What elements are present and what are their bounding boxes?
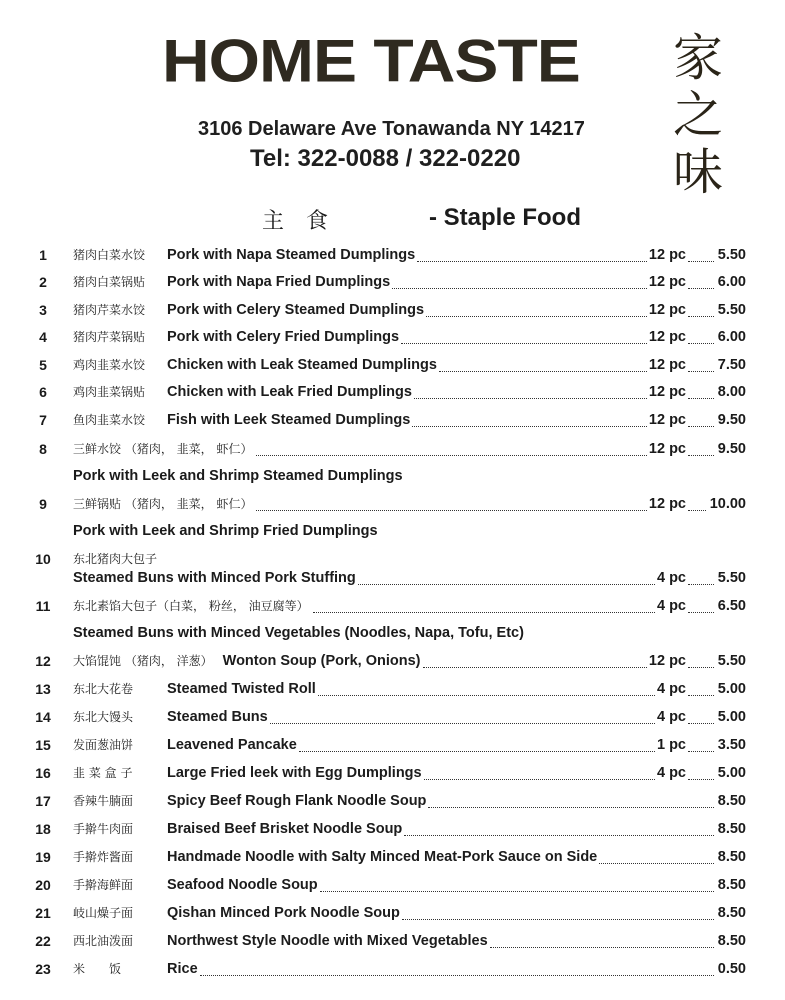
dot-leader xyxy=(688,331,714,344)
menu-item-subline xyxy=(0,520,785,542)
item-name-en: Pork with Napa Fried Dumplings xyxy=(167,274,391,290)
item-name-en: Wonton Soup (Pork, Onions) xyxy=(222,653,421,669)
menu-item-row xyxy=(0,762,785,784)
item-name-en: Leavened Pancake xyxy=(167,737,297,753)
item-quantity: 4 pc xyxy=(656,598,686,614)
item-name-cn: 手擀牛肉面 xyxy=(73,822,134,836)
menu-item-row xyxy=(0,902,785,924)
item-name-cn: 猪肉芹菜水饺 xyxy=(73,303,146,317)
menu-item-row xyxy=(0,846,785,868)
item-number: 3 xyxy=(39,302,47,318)
dot-leader xyxy=(426,304,647,317)
item-number: 11 xyxy=(35,598,51,614)
item-price: 5.00 xyxy=(717,681,746,697)
item-number: 6 xyxy=(39,384,47,400)
item-price: 6.00 xyxy=(717,329,746,345)
dot-leader xyxy=(401,331,647,344)
dot-leader xyxy=(270,711,655,724)
menu-item-row xyxy=(0,958,785,980)
item-quantity: 4 pc xyxy=(656,681,686,697)
item-price: 6.00 xyxy=(717,274,746,290)
item-price: 5.50 xyxy=(717,570,746,586)
item-number: 8 xyxy=(39,441,47,457)
item-quantity: 12 pc xyxy=(648,357,686,373)
dot-leader xyxy=(688,498,706,511)
item-number: 14 xyxy=(35,709,51,725)
address: 3106 Delaware Ave Tonawanda NY 14217 xyxy=(198,118,585,140)
dot-leader xyxy=(688,655,714,668)
item-name-cn: 西北油泼面 xyxy=(73,934,134,948)
item-price: 6.50 xyxy=(717,598,746,614)
item-number: 10 xyxy=(35,551,51,567)
dot-leader xyxy=(423,655,647,668)
menu-item-row xyxy=(0,818,785,840)
item-name-cn: 鸡肉韭菜锅贴 xyxy=(73,385,146,399)
menu-item-row xyxy=(0,438,785,460)
dot-leader xyxy=(688,683,714,696)
item-name-en: Steamed Buns with Minced Pork Stuffing xyxy=(73,570,356,586)
item-name-en: Braised Beef Brisket Noodle Soup xyxy=(167,821,403,837)
dot-leader xyxy=(256,498,646,511)
dot-leader xyxy=(688,276,714,289)
item-price: 5.50 xyxy=(717,653,746,669)
dot-leader xyxy=(439,359,647,372)
item-number: 7 xyxy=(39,412,47,428)
dot-leader xyxy=(200,963,714,976)
item-name-cn: 猪肉白菜水饺 xyxy=(73,248,146,262)
item-name-en: Seafood Noodle Soup xyxy=(167,877,318,893)
item-name-en: Pork with Celery Fried Dumplings xyxy=(167,329,400,345)
menu-item-row xyxy=(0,874,785,896)
item-number: 18 xyxy=(35,821,51,837)
dot-leader xyxy=(688,359,714,372)
item-quantity: 1 pc xyxy=(656,737,686,753)
dot-leader xyxy=(599,851,714,864)
item-number: 19 xyxy=(35,849,51,865)
item-name-en: Steamed Buns with Minced Vegetables (Noodles, Napa, Tofu, Etc) xyxy=(73,625,524,641)
menu-item-row xyxy=(0,493,785,515)
logo-char: 家 xyxy=(673,29,723,87)
menu-item-subline xyxy=(0,465,785,487)
item-price: 9.50 xyxy=(717,441,746,457)
item-quantity: 4 pc xyxy=(656,709,686,725)
item-number: 2 xyxy=(39,274,47,290)
item-quantity: 4 pc xyxy=(656,570,686,586)
item-quantity: 4 pc xyxy=(656,765,686,781)
dot-leader xyxy=(688,739,714,752)
logo-char: 味 xyxy=(673,143,723,201)
dot-leader xyxy=(299,739,655,752)
menu-item-row xyxy=(0,326,785,348)
menu-item-row xyxy=(0,271,785,293)
item-price: 7.50 xyxy=(717,357,746,373)
item-name-cn: 三鲜水饺 （猪肉， 韭菜， 虾仁） xyxy=(73,442,253,456)
dot-leader xyxy=(313,600,655,613)
item-number: 16 xyxy=(35,765,51,781)
item-price: 3.50 xyxy=(717,737,746,753)
menu-item-row xyxy=(0,706,785,728)
item-price: 5.00 xyxy=(717,765,746,781)
dot-leader xyxy=(402,907,714,920)
item-number: 21 xyxy=(35,905,51,921)
item-name-en: Northwest Style Noodle with Mixed Vegetables xyxy=(167,933,488,949)
dot-leader xyxy=(256,443,646,456)
item-price: 8.00 xyxy=(717,384,746,400)
menu-item-row xyxy=(0,595,785,617)
menu-item-row xyxy=(0,930,785,952)
item-name-en: Chicken with Leak Fried Dumplings xyxy=(167,384,412,400)
item-name-en: Pork with Celery Steamed Dumplings xyxy=(167,302,425,318)
item-quantity: 12 pc xyxy=(648,247,686,263)
item-quantity: 12 pc xyxy=(648,274,686,290)
dot-leader xyxy=(428,795,713,808)
item-number: 22 xyxy=(35,933,51,949)
item-name-cn: 鸡肉韭菜水饺 xyxy=(73,358,146,372)
dot-leader xyxy=(358,572,655,585)
item-price: 5.50 xyxy=(717,302,746,318)
item-name-cn: 岐山燥子面 xyxy=(73,906,134,920)
item-quantity: 12 pc xyxy=(648,441,686,457)
dot-leader xyxy=(417,249,647,262)
item-number: 20 xyxy=(35,877,51,893)
item-number: 15 xyxy=(35,737,51,753)
item-name-en: Chicken with Leak Steamed Dumplings xyxy=(167,357,437,373)
item-name-en: Handmade Noodle with Salty Minced Meat-Pork Sauce on Side xyxy=(167,849,598,865)
dot-leader xyxy=(318,683,655,696)
item-quantity: 12 pc xyxy=(648,653,686,669)
item-name-cn: 鱼肉韭菜水饺 xyxy=(73,413,146,427)
dot-leader xyxy=(688,572,714,585)
item-name-cn: 米 饭 xyxy=(73,962,122,976)
item-price: 9.50 xyxy=(717,412,746,428)
item-name-en: Qishan Minced Pork Noodle Soup xyxy=(167,905,400,921)
item-quantity: 12 pc xyxy=(648,496,686,512)
item-name-cn: 猪肉芹菜锅贴 xyxy=(73,330,146,344)
item-name-en: Steamed Twisted Roll xyxy=(167,681,316,697)
section-heading xyxy=(262,204,581,235)
dot-leader xyxy=(688,443,714,456)
restaurant-title: HOME TASTE xyxy=(162,26,580,95)
logo-char: 之 xyxy=(673,86,723,144)
dot-leader xyxy=(688,414,714,427)
item-price: 0.50 xyxy=(717,961,746,977)
menu-item-row xyxy=(0,381,785,403)
section-heading-cn: 主食 xyxy=(262,209,351,234)
dot-leader xyxy=(392,276,647,289)
dot-leader xyxy=(688,304,714,317)
item-name-cn: 三鲜锅贴 （猪肉， 韭菜， 虾仁） xyxy=(73,497,253,511)
dot-leader xyxy=(412,414,647,427)
item-number: 12 xyxy=(35,653,51,669)
item-price: 8.50 xyxy=(717,793,746,809)
item-name-en: Large Fried leek with Egg Dumplings xyxy=(167,765,422,781)
menu-item-row xyxy=(0,354,785,376)
item-name-cn: 东北大馒头 xyxy=(73,710,134,724)
item-price: 8.50 xyxy=(717,821,746,837)
menu-item-row xyxy=(0,734,785,756)
menu-item-row xyxy=(0,409,785,431)
item-name-cn: 手擀海鲜面 xyxy=(73,878,134,892)
item-number: 4 xyxy=(39,329,47,345)
item-name-en: Spicy Beef Rough Flank Noodle Soup xyxy=(167,793,427,809)
item-name-en: Steamed Buns xyxy=(167,709,268,725)
dot-leader xyxy=(424,767,655,780)
item-quantity: 12 pc xyxy=(648,384,686,400)
item-name-en: Pork with Leek and Shrimp Steamed Dumplings xyxy=(73,468,403,484)
menu-item-subline xyxy=(0,622,785,644)
item-number: 5 xyxy=(39,357,47,373)
menu-item-row xyxy=(0,650,785,672)
dot-leader xyxy=(414,386,647,399)
menu-item-row xyxy=(0,299,785,321)
item-name-cn: 发面葱油饼 xyxy=(73,738,134,752)
item-name-cn: 手擀炸酱面 xyxy=(73,850,134,864)
item-name-cn: 东北素馅大包子（白菜， 粉丝， 油豆腐等） xyxy=(73,599,309,613)
item-quantity: 12 pc xyxy=(648,412,686,428)
item-quantity: 12 pc xyxy=(648,302,686,318)
dot-leader xyxy=(688,711,714,724)
menu-item-row xyxy=(0,790,785,812)
item-number: 17 xyxy=(35,793,51,809)
item-name-en: Rice xyxy=(167,961,198,977)
item-name-en: Pork with Leek and Shrimp Fried Dumplings xyxy=(73,523,378,539)
chinese-logo xyxy=(668,30,728,201)
dot-leader xyxy=(688,386,714,399)
item-number: 1 xyxy=(39,247,47,263)
item-number: 23 xyxy=(35,961,51,977)
item-name-en: Fish with Leek Steamed Dumplings xyxy=(167,412,411,428)
menu-item-row xyxy=(0,678,785,700)
item-name-cn: 东北大花卷 xyxy=(73,682,134,696)
item-price: 10.00 xyxy=(709,496,746,512)
menu-item-row-continued xyxy=(0,567,785,589)
dot-leader xyxy=(688,249,714,262)
item-number: 9 xyxy=(39,496,47,512)
item-price: 5.00 xyxy=(717,709,746,725)
dot-leader xyxy=(688,767,714,780)
item-name-cn: 猪肉白菜锅贴 xyxy=(73,275,146,289)
item-price: 8.50 xyxy=(717,905,746,921)
item-name-cn: 香辣牛腩面 xyxy=(73,794,134,808)
item-name-en: Pork with Napa Steamed Dumplings xyxy=(167,247,416,263)
section-heading-en: - Staple Food xyxy=(429,204,581,231)
dot-leader xyxy=(688,600,714,613)
item-price: 5.50 xyxy=(717,247,746,263)
item-price: 8.50 xyxy=(717,933,746,949)
dot-leader xyxy=(404,823,713,836)
item-name-cn: 韭 菜 盒 子 xyxy=(73,766,133,780)
dot-leader xyxy=(490,935,714,948)
item-name-cn: 大馅馄饨 （猪肉， 洋葱） xyxy=(73,654,213,668)
item-price: 8.50 xyxy=(717,849,746,865)
item-name-cn: 东北猪肉大包子 xyxy=(73,552,158,566)
menu-item-row xyxy=(0,244,785,266)
item-price: 8.50 xyxy=(717,877,746,893)
dot-leader xyxy=(320,879,714,892)
telephone: Tel: 322-0088 / 322-0220 xyxy=(250,145,521,172)
item-number: 13 xyxy=(35,681,51,697)
item-quantity: 12 pc xyxy=(648,329,686,345)
